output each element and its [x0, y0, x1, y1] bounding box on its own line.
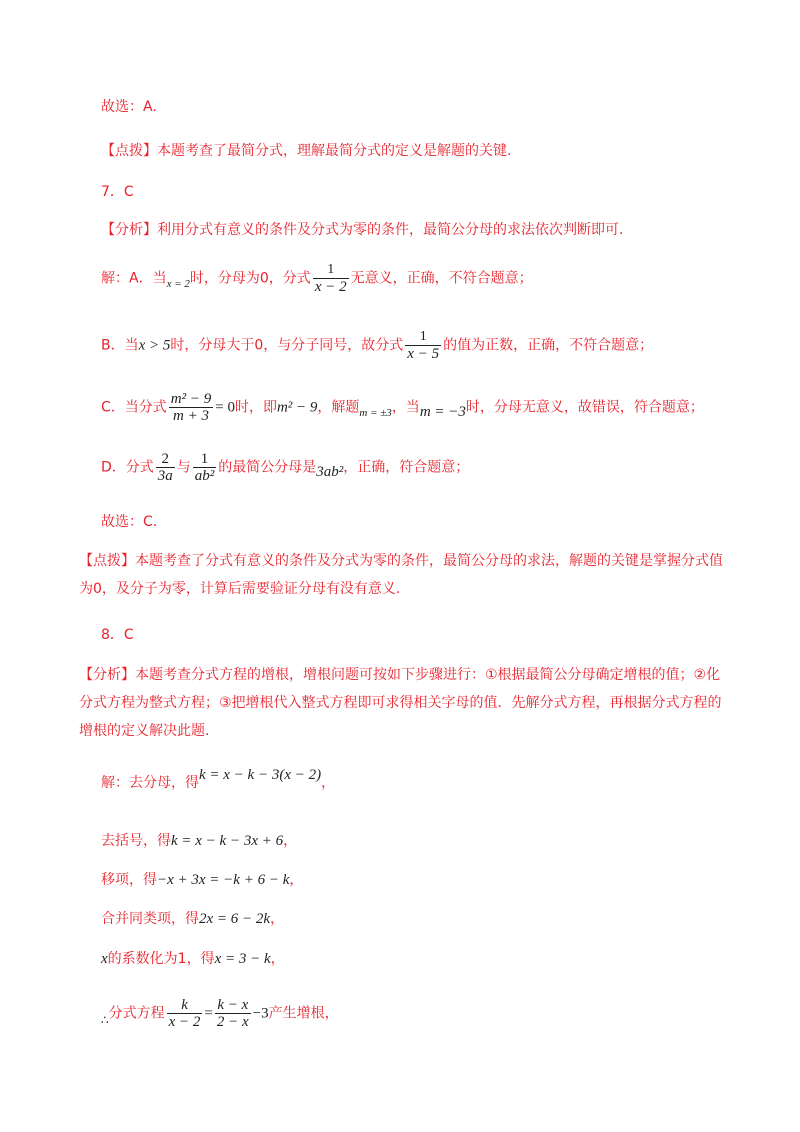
analysis-8: 【分析】本题考查分式方程的增根，增根问题可按如下步骤进行：①根据最简公分母确定增根的值；②化分式方程为整式方程；③把增根代入整式方程即可求得相关字母的值．先解分式方程，再根据分式方程的增根的定义解决此题.: [79, 667, 722, 739]
fraction: $\frac{2}{3a}$: [157, 451, 173, 484]
answer-line-7: 故选：C.: [101, 514, 158, 530]
tip-line-6: 【点拨】本题考查了最简分式，理解最简分式的定义是解题的关键.: [101, 143, 512, 159]
question-8-header: 8．C: [101, 627, 134, 643]
solution-7-b: B．当x > 5时，分母大于0，与分子同号，故分式 $\frac{1}{x - 5}$ 的值为正数，正确，不符合题意；: [101, 329, 654, 362]
question-7-header: 7．C: [101, 184, 134, 200]
solution-8-step-2: 去括号，得k = x − k − 3x + 6，: [101, 833, 298, 849]
fraction: $\frac{1}{x - 2}$: [314, 262, 347, 295]
solution-8-step-4: 合并同类项，得2x = 6 − 2k，: [101, 911, 285, 927]
solution-7-c: C．当分式 $\frac{\text{m² − 9}}{m + 3}$ = 0时，即m² − 9，解题$_{m = \pm 3}$，当m = −3时，分母无意义，故错误，符合题意；: [101, 391, 704, 424]
analysis-7: 【分析】利用分式有意义的条件及分式为零的条件，最简公分母的求法依次判断即可.: [101, 222, 624, 238]
therefore-symbol: ∴: [101, 1012, 109, 1027]
fraction: $\frac{1}{\text{ab²}}$: [194, 451, 215, 484]
answer-line-6: 故选：A.: [101, 99, 157, 115]
fraction: $\frac{\text{m² − 9}}{m + 3}$: [170, 391, 212, 424]
solution-8-step-1: 解：去分母，得k = x − k − 3(x − 2)，: [101, 767, 336, 791]
solution-8-step-3: 移项，得−x + 3x = −k + 6 − k，: [101, 872, 304, 888]
solution-7-d: D．分式 $\frac{2}{3a}$ 与 $\frac{1}{\text{ab²}}$ 的最简公分母是3ab²，正确，符合题意；: [101, 451, 470, 484]
solution-8-step-5: x的系数化为1，得x = 3 − k，: [101, 951, 285, 967]
solution-7-a: 解：A．当$_{x = 2}$时，分母为0，分式 $\frac{1}{x - 2}$ 无意义，正确，不符合题意；: [101, 262, 533, 295]
solution-8-step-6: ∴分式方程 $\frac{k}{x - 2}$ = $\frac{k - x}{2 - x}$ −3产生增根，: [101, 997, 339, 1030]
tip-7: 【点拨】本题考查了分式有意义的条件及分式为零的条件，最简公分母的求法，解题的关键是掌握分式值为0，及分子为零，计算后需要验证分母有没有意义.: [79, 553, 723, 597]
fraction: $\frac{1}{x - 5}$: [407, 329, 440, 362]
fraction: $\frac{k - x}{2 - x}$: [216, 997, 249, 1030]
fraction: $\frac{k}{x - 2}$: [168, 997, 201, 1030]
